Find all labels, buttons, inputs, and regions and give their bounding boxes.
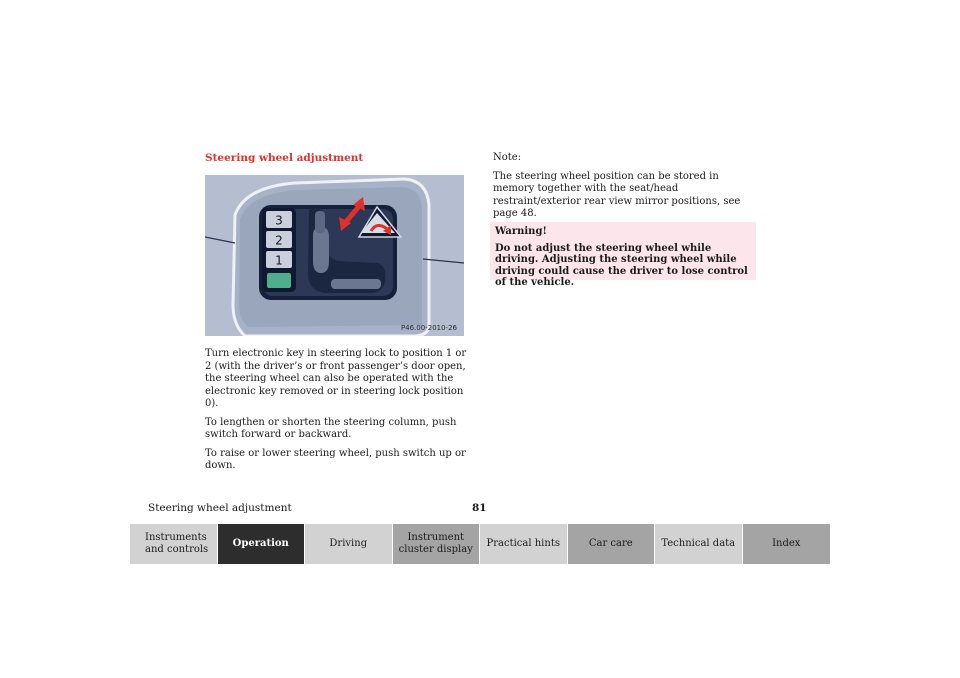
memory-set-button[interactable]	[267, 273, 291, 288]
tab-instruments-and-controls[interactable]: Instruments and controls	[130, 524, 218, 564]
instruction-paragraph: To lengthen or shorten the steering column, push switch forward or backward.	[205, 416, 457, 440]
switch-illustration	[205, 175, 464, 336]
section-heading: Steering wheel adjustment	[205, 152, 364, 164]
page-number: 81	[472, 502, 487, 514]
note-block	[493, 152, 755, 227]
chapter-navigation	[130, 524, 830, 564]
warning-text: Do not adjust the steering wheel while driving. Adjusting the steering wheel while driving could cause the driver to lose control of the vehicle.	[495, 242, 748, 288]
note-text: The steering wheel position can be stored in memory together with the seat/head restraint/exterior rear view mirror positions, see page 48.	[493, 170, 741, 219]
footer-section-title: Steering wheel adjustment	[148, 502, 292, 514]
memory-button-3[interactable]	[266, 211, 292, 228]
note-label: Note:	[493, 152, 522, 163]
warning-title: Warning!	[495, 226, 547, 237]
instruction-paragraph: To raise or lower steering wheel, push switch up or down.	[205, 447, 466, 471]
warning-box	[490, 222, 756, 288]
memory-button-3-label: 3	[275, 213, 283, 228]
memory-button-group	[264, 210, 294, 292]
instruction-text	[205, 348, 467, 479]
tab-car-care[interactable]: Car care	[568, 524, 656, 564]
tab-operation[interactable]: Operation	[218, 524, 306, 564]
tab-index[interactable]: Index	[743, 524, 831, 564]
door-panel-switch-diagram	[205, 175, 464, 336]
tab-driving[interactable]: Driving	[305, 524, 393, 564]
tab-technical-data[interactable]: Technical data	[655, 524, 743, 564]
instruction-paragraph: Turn electronic key in steering lock to position 1 or 2 (with the driver’s or front passenger’s door open, the steering wheel can also be operated with the electronic key removed or in steering lock position 0).	[205, 348, 467, 409]
memory-button-2[interactable]	[266, 231, 292, 248]
memory-button-1-label: 1	[275, 253, 283, 268]
memory-button-1[interactable]	[266, 251, 292, 268]
memory-button-2-label: 2	[275, 233, 283, 248]
tab-practical-hints[interactable]: Practical hints	[480, 524, 568, 564]
tab-instrument-cluster-display[interactable]: Instrument cluster display	[393, 524, 481, 564]
figure-code: P46.00-2010-26	[400, 324, 457, 332]
